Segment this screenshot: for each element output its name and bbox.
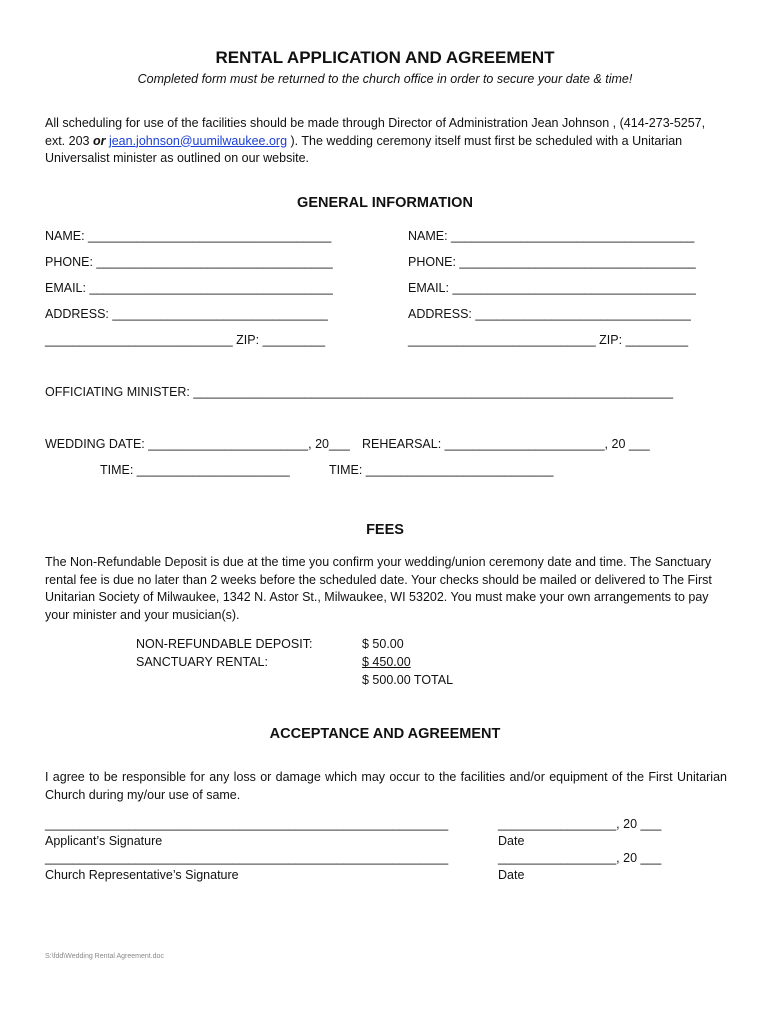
email-link[interactable]: jean.johnson@uumilwaukee.org: [108, 133, 288, 148]
officiating-minister-field[interactable]: OFFICIATING MINISTER: _____________________________________________________________________: [45, 385, 674, 399]
wedding-date-field[interactable]: WEDDING DATE: _______________________, 20___: [45, 437, 350, 451]
acceptance-heading: ACCEPTANCE AND AGREEMENT: [269, 726, 501, 742]
rental-value: $ 450.00: [362, 655, 411, 669]
rehearsal-date-field[interactable]: REHEARSAL: _______________________, 20 ___: [362, 437, 650, 451]
church-signature-label: Church Representative’s Signature: [45, 868, 239, 882]
address-field-right[interactable]: ADDRESS: _______________________________: [408, 307, 691, 321]
applicant-date-label: Date: [498, 834, 525, 848]
fees-total: $ 500.00 TOTAL: [362, 673, 454, 687]
general-information-heading: GENERAL INFORMATION: [297, 195, 473, 211]
address-field-left[interactable]: ADDRESS: _______________________________: [45, 307, 328, 321]
applicant-signature-label: Applicant’s Signature: [45, 834, 163, 848]
page-title: RENTAL APPLICATION AND AGREEMENT: [215, 48, 555, 67]
email-field-left[interactable]: EMAIL: ___________________________________: [45, 281, 333, 295]
zip-field-left[interactable]: ___________________________ ZIP: _________: [45, 333, 326, 347]
church-date-label: Date: [498, 868, 525, 882]
rehearsal-time-field[interactable]: TIME: ___________________________: [329, 463, 554, 477]
deposit-label: NON-REFUNDABLE DEPOSIT:: [136, 637, 313, 651]
wedding-time-field[interactable]: TIME: ______________________: [100, 463, 290, 477]
applicant-date-line[interactable]: _________________, 20 ___: [498, 817, 662, 831]
footer-file-path: S:\fdd\Wedding Rental Agreement.doc: [45, 953, 164, 960]
fees-heading: FEES: [366, 522, 404, 538]
fees-paragraph: The Non-Refundable Deposit is due at the time you confirm your wedding/union ceremony date and time. The Sanctuary rental fee is due no later than 2 weeks before the scheduled date. Your checks should be mailed or delivered to The First Unitarian Society of Milwaukee, 1342 N. Astor St., Milwaukee, WI 53202. You must make your own arrangements to pay your minister and your musician(s).: [45, 555, 712, 622]
church-signature-line[interactable]: __________________________________________________________: [45, 851, 449, 865]
name-field-right[interactable]: NAME: ___________________________________: [408, 229, 695, 243]
phone-field-left[interactable]: PHONE: __________________________________: [45, 255, 333, 269]
church-date-line[interactable]: _________________, 20 ___: [498, 851, 662, 865]
acceptance-paragraph: I agree to be responsible for any loss or damage which may occur to the facilities and/or equipment of the First Unitarian Church during my/our use of same.: [45, 770, 727, 802]
rental-label: SANCTUARY RENTAL:: [136, 655, 268, 669]
email-field-right[interactable]: EMAIL: ___________________________________: [408, 281, 696, 295]
intro-paragraph: [45, 115, 727, 168]
zip-field-right[interactable]: ___________________________ ZIP: _________: [408, 333, 689, 347]
intro-or: or: [92, 133, 106, 148]
name-field-left[interactable]: NAME: ___________________________________: [45, 229, 332, 243]
page-subtitle: Completed form must be returned to the church office in order to secure your date & time!: [137, 72, 633, 86]
intro-text-1: All scheduling for use of the facilities should be made through Director of Administration Jean Johnson , (414-273-5257, ext. 203: [45, 116, 706, 148]
intro-text-2: ). The wedding ceremony itself must first be scheduled with a Unitarian Universalist minister as outlined on our website.: [45, 133, 683, 165]
phone-field-right[interactable]: PHONE: __________________________________: [408, 255, 696, 269]
deposit-value: $ 50.00: [362, 637, 404, 651]
applicant-signature-line[interactable]: __________________________________________________________: [45, 817, 449, 831]
